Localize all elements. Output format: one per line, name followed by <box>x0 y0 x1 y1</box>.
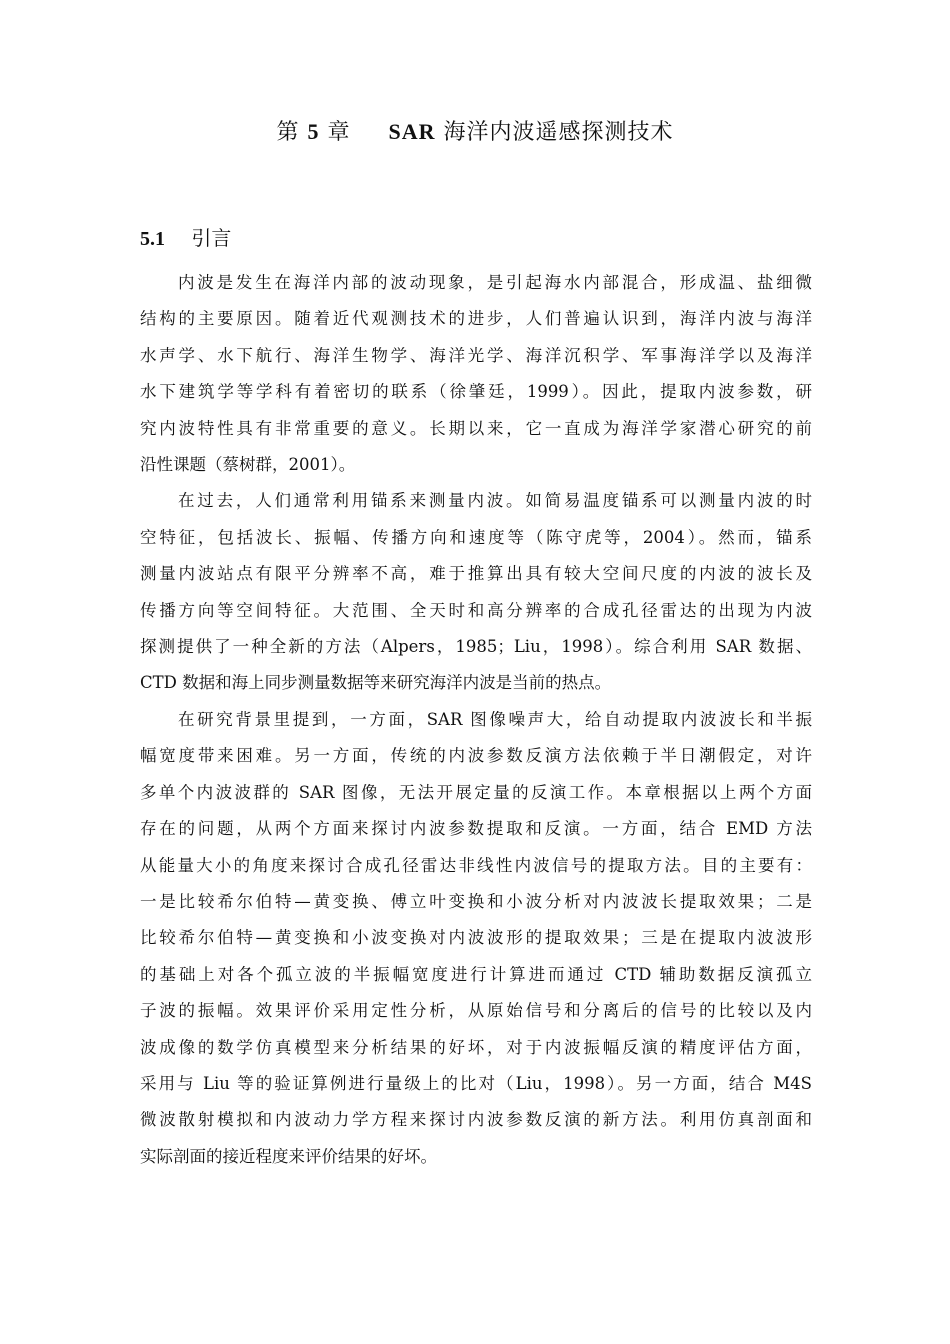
text-line: 水下建筑学等学科有着密切的联系（徐肇廷，1999）。因此，提取内波参数，研 <box>140 382 812 402</box>
text-line: 在研究背景里提到，一方面，SAR 图像噪声大，给自动提取内波波长和半振 <box>178 709 812 729</box>
paragraph <box>140 702 812 1175</box>
paragraph <box>140 265 812 483</box>
section-title: 引言 <box>191 226 232 250</box>
text-line: 究内波特性具有非常重要的意义。长期以来，它一直成为海洋学家潜心研究的前 <box>140 418 812 438</box>
text-line: 比较希尔伯特—黄变换和小波变换对内波波形的提取效果；三是在提取内波波形 <box>140 928 812 948</box>
text-line: 采用与 Liu 等的验证算例进行量级上的比对（Liu，1998）。另一方面，结合 M4S <box>140 1073 812 1093</box>
chapter-number: 5 <box>307 119 320 144</box>
text-line: 空特征，包括波长、振幅、传播方向和速度等（陈守虎等，2004）。然而，锚系 <box>140 527 812 547</box>
text-line: 的基础上对各个孤立波的半振幅宽度进行计算进而通过 CTD 辅助数据反演孤立 <box>140 964 812 984</box>
text-line: 子波的振幅。效果评价采用定性分析，从原始信号和分离后的信号的比较以及内 <box>140 1001 812 1021</box>
text-line: 传播方向等空间特征。大范围、全天时和高分辨率的合成孔径雷达的出现为内波 <box>140 600 812 620</box>
text-line: 水声学、水下航行、海洋生物学、海洋光学、海洋沉积学、军事海洋学以及海洋 <box>140 345 812 365</box>
paragraph <box>140 483 812 701</box>
text-line: 存在的问题，从两个方面来探讨内波参数提取和反演。一方面，结合 EMD 方法 <box>140 819 812 839</box>
text-line: 多单个内波波群的 SAR 图像，无法开展定量的反演工作。本章根据以上两个方面 <box>140 782 812 802</box>
text-line: 结构的主要原因。随着近代观测技术的进步，人们普遍认识到，海洋内波与海洋 <box>140 309 812 329</box>
section-heading <box>140 222 231 251</box>
text-line: 沿性课题（蔡树群，2001）。 <box>140 455 356 475</box>
text-line: 内波是发生在海洋内部的波动现象，是引起海水内部混合，形成温、盐细微 <box>178 273 812 292</box>
chapter-suffix: 章 <box>327 120 351 145</box>
text-line: 实际剖面的接近程度来评价结果的好坏。 <box>140 1146 437 1166</box>
text-line: 从能量大小的角度来探讨合成孔径雷达非线性内波信号的提取方法。目的主要有： <box>140 855 812 875</box>
text-line: 探测提供了一种全新的方法（Alpers，1985；Liu，1998）。综合利用 SAR 数据、 <box>140 637 812 657</box>
text-line: 在过去，人们通常利用锚系来测量内波。如简易温度锚系可以测量内波的时 <box>178 491 812 511</box>
text-line: 幅宽度带来困难。另一方面，传统的内波参数反演方法依赖于半日潮假定，对许 <box>140 746 812 766</box>
chapter-prefix: 第 <box>276 120 300 145</box>
chapter-title-en: SAR <box>388 119 436 144</box>
text-line: 一是比较希尔伯特—黄变换、傅立叶变换和小波分析对内波波长提取效果；二是 <box>140 891 812 911</box>
text-line: 波成像的数学仿真模型来分析结果的好坏，对于内波振幅反演的精度评估方面， <box>140 1037 812 1057</box>
chapter-title <box>0 115 950 146</box>
text-line: 微波散射模拟和内波动力学方程来探讨内波参数反演的新方法。利用仿真剖面和 <box>140 1110 812 1130</box>
chapter-title-zh: 海洋内波遥感探测技术 <box>443 120 674 145</box>
section-number: 5.1 <box>140 228 165 250</box>
text-line: CTD 数据和海上同步测量数据等来研究海洋内波是当前的热点。 <box>140 673 612 693</box>
text-line: 测量内波站点有限平分辨率不高，难于推算出具有较大空间尺度的内波的波长及 <box>140 564 812 584</box>
body-text <box>140 265 812 1175</box>
